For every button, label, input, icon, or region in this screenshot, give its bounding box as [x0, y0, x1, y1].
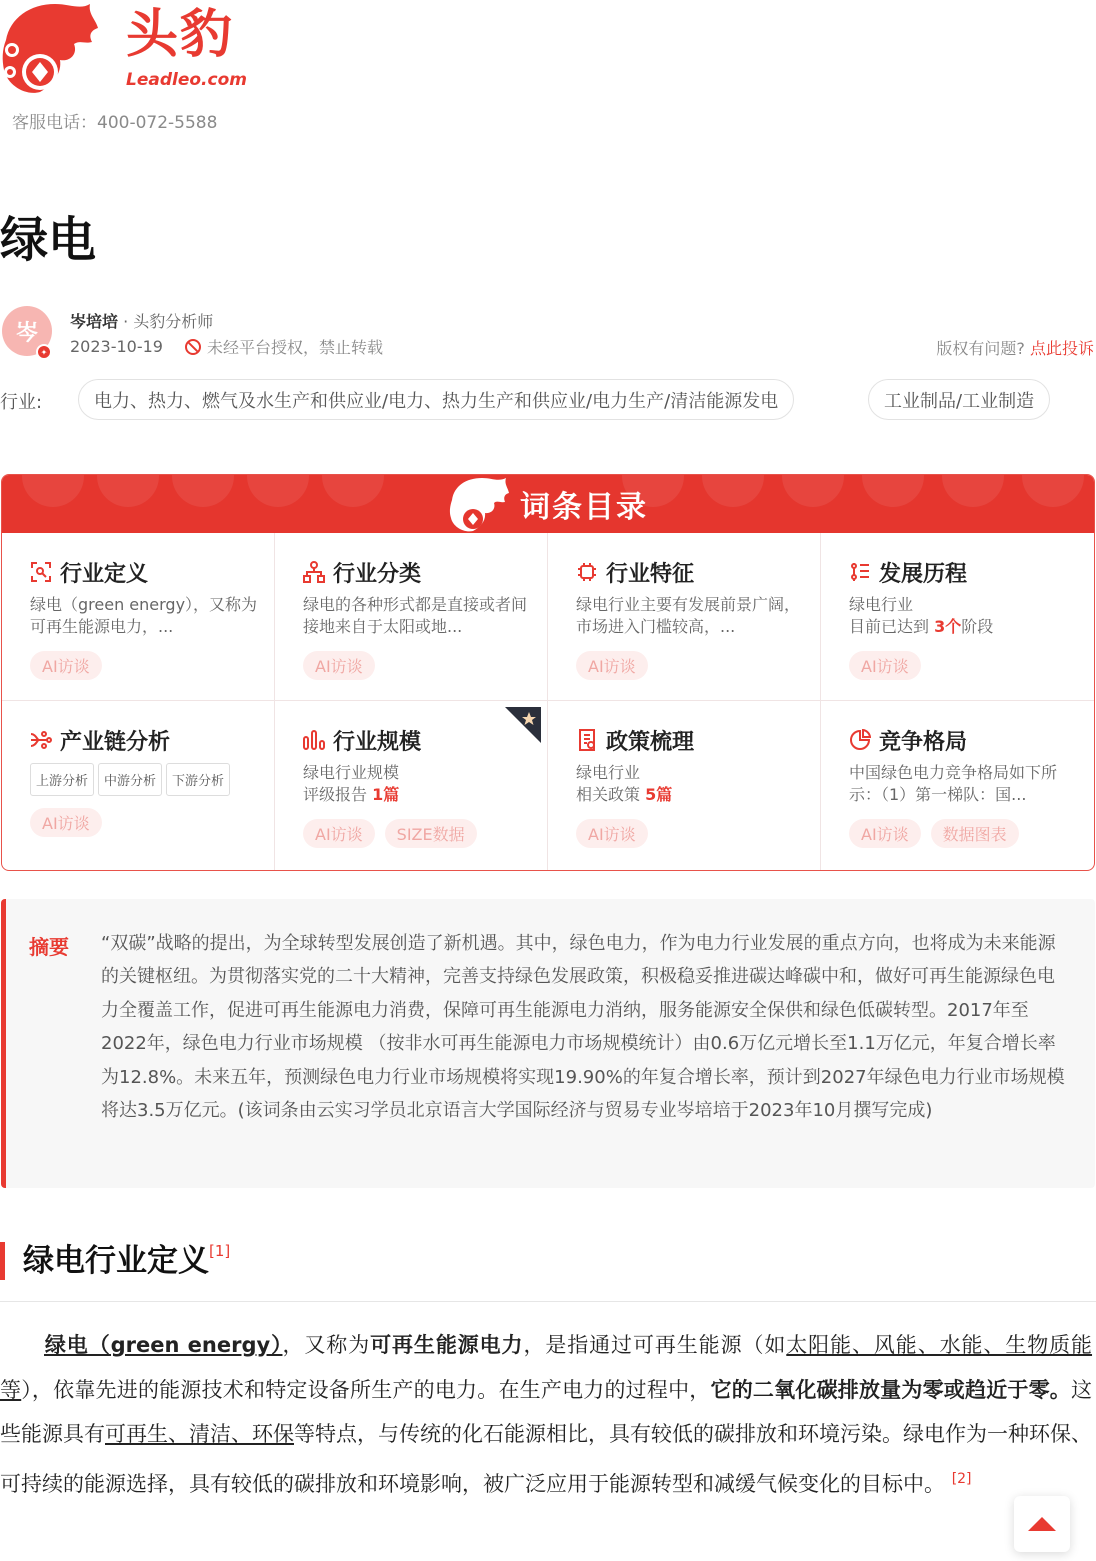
text-run: 可再生能源电力 [370, 1333, 524, 1357]
midstream-tag[interactable]: 中游分析 [98, 763, 162, 796]
leopard-logo-icon [448, 476, 510, 532]
ai-interview-button[interactable]: AI访谈 [303, 819, 375, 848]
desc-line: 评级报告 [303, 785, 373, 804]
catalog-item-classification[interactable] [275, 533, 548, 701]
hierarchy-icon [303, 561, 325, 583]
catalog-item-chain[interactable] [2, 701, 275, 871]
industry-tag[interactable]: 电力、热力、燃气及水生产和供应业/电力、热力生产和供应业/电力生产/清洁能源发电 [78, 379, 794, 420]
section-title-ref[interactable]: [1] [209, 1242, 231, 1260]
ai-interview-button[interactable]: AI访谈 [576, 651, 648, 680]
ai-interview-button[interactable]: AI访谈 [849, 819, 921, 848]
author-line [70, 309, 213, 332]
size-data-button[interactable]: SIZE数据 [385, 819, 477, 848]
brand-logo[interactable] [0, 0, 245, 100]
section-title [0, 1242, 230, 1280]
leopard-logo-icon [0, 0, 100, 96]
author-role: · 头豹分析师 [118, 312, 214, 331]
summary-label: 摘要 [29, 935, 69, 959]
desc-line: 绿电行业 [849, 595, 914, 614]
ai-interview-button[interactable]: AI访谈 [849, 651, 921, 680]
catalog-item-title: 竞争格局 [879, 729, 968, 755]
brand-name-en: Leadleo.com [126, 70, 247, 90]
publish-date: 2023-10-19 [70, 337, 163, 356]
catalog-item-desc [849, 594, 1084, 638]
desc-line: 绿电行业 [576, 763, 641, 782]
author-name[interactable]: 岑培培 [70, 312, 119, 331]
arrow-up-icon [1028, 1517, 1056, 1531]
industry-label: 行业: [0, 392, 43, 413]
catalog-title: 词条目录 [520, 490, 648, 525]
catalog-item-title: 发展历程 [879, 561, 968, 587]
catalog-item-desc [303, 762, 537, 806]
summary-text: “双碳”战略的提出，为全球转型发展创造了新机遇。其中，绿色电力，作为电力行业发展的重点方向，也将成为未来能源的关键枢纽。为贯彻落实党的二十大精神，完善支持绿色发展政策，积极稳妥推进碳达峰碳中和，做好可再生能源绿色电力全覆盖工作，促进可再生能源电力消费，保障可再生能源电力消纳，服务能源安全保供和绿色低碳转型。2017年至2022年，绿色电力行业市场规模 （按非水可再生能源电力市场规模统计）由0.6万亿元增长至1.1万亿元，年复合增长率为12.8%。未来五年，预测绿色电力行业市场规模将实现19.90%的年复合增长率，预计到2027年绿色电力行业市场规模将达3.5万亿元。(该词条由云实习学员北京语言大学国际经济与贸易专业岑培培于2023年10月撰写完成) [101, 933, 1065, 1122]
section-title-text: 绿电行业定义 [23, 1243, 209, 1279]
catalog-header [2, 475, 1094, 533]
term-renewables[interactable]: 太阳能、风能、水能、生物质能等 [0, 1333, 1093, 1402]
catalog-item-scale[interactable] [275, 701, 548, 871]
text-run: 等特点，与传统的化石能源相比，具有较低的碳排放和环境污染。绿电作为一种环保、可持续的能源选择，具有较低的碳排放和环境影响，被广泛应用于能源转型和减缓气候变化的目标中。 [0, 1422, 1092, 1496]
summary-box [1, 899, 1095, 1188]
no-repost-text: 未经平台授权，禁止转载 [206, 338, 383, 357]
catalog-item-desc: 绿电的各种形式都是直接或者间接地来自于太阳或地... [303, 595, 528, 636]
catalog-item-competition[interactable] [821, 701, 1094, 871]
hotline-text: 客服电话：400-072-5588 [12, 113, 218, 133]
term-properties[interactable]: 可再生、清洁、环保 [105, 1422, 294, 1446]
downstream-tag[interactable]: 下游分析 [166, 763, 230, 796]
catalog-item-desc: 绿电（green energy），又称为可再生能源电力，... [30, 595, 258, 636]
bar-chart-icon [303, 729, 325, 751]
page-title: 绿电 [0, 212, 97, 268]
meta-line [70, 335, 383, 358]
verified-badge-icon: ✦ [36, 344, 52, 360]
divider [0, 1301, 1096, 1302]
reference-link[interactable]: [2] [951, 1470, 972, 1487]
catalog-item-desc: 绿电行业主要有发展前景广阔，市场进入门槛较高，... [576, 595, 801, 636]
catalog-item-features[interactable] [548, 533, 821, 701]
star-badge-icon [505, 707, 541, 743]
term-green-energy[interactable]: 绿电（green energy） [44, 1333, 283, 1357]
copyright-question: 版权有问题? [936, 339, 1025, 358]
data-chart-button[interactable]: 数据图表 [931, 819, 1019, 848]
catalog-item-title: 政策梳理 [606, 729, 695, 755]
upstream-tag[interactable]: 上游分析 [30, 763, 94, 796]
desc-highlight: 3个 [934, 617, 962, 636]
ai-interview-button[interactable]: AI访谈 [30, 808, 102, 837]
catalog-item-definition[interactable] [2, 533, 275, 701]
definition-paragraph [0, 1323, 1092, 1506]
no-repost-notice [185, 335, 383, 358]
industry-tag[interactable]: 工业制品/工业制造 [868, 379, 1050, 420]
document-icon [576, 729, 598, 751]
text-run: ，是指通过可再生能源（如 [523, 1333, 787, 1357]
ai-interview-button[interactable]: AI访谈 [303, 651, 375, 680]
text-run: 这些能源具有 [0, 1377, 1093, 1446]
text-run: ，又称为 [282, 1333, 371, 1357]
timeline-icon [849, 561, 871, 583]
flow-icon [30, 729, 52, 751]
report-link[interactable]: 点此投诉 [1029, 339, 1094, 358]
avatar[interactable]: 岑 [2, 306, 52, 356]
catalog-item-desc: 中国绿色电力竞争格局如下所示：（1）第一梯队：国... [849, 763, 1058, 804]
desc-line: 相关政策 [576, 785, 646, 804]
desc-line: 目前已达到 [849, 617, 935, 636]
prohibited-icon [185, 339, 201, 355]
desc-suffix: 阶段 [961, 617, 994, 636]
ai-interview-button[interactable]: AI访谈 [576, 819, 648, 848]
desc-highlight: 1篇 [372, 785, 400, 804]
brand-name-cn: 头豹 [126, 5, 235, 65]
catalog-item-title: 产业链分析 [60, 729, 171, 755]
catalog-item-policy[interactable] [548, 701, 821, 871]
desc-line: 绿电行业规模 [303, 763, 400, 782]
ai-interview-button[interactable]: AI访谈 [30, 651, 102, 680]
catalog-item-title: 行业规模 [333, 729, 422, 755]
text-run: 它的二氧化碳排放量为零或趋近于零。 [710, 1377, 1072, 1402]
desc-highlight: 5篇 [645, 785, 673, 804]
catalog-item-title: 行业分类 [333, 561, 422, 587]
catalog-item-title: 行业特征 [606, 561, 695, 587]
pie-chart-icon [849, 729, 871, 751]
chip-icon [576, 561, 598, 583]
catalog-item-desc [576, 762, 810, 806]
scan-icon [30, 561, 52, 583]
copyright-notice [936, 336, 1094, 359]
back-to-top-button[interactable] [1014, 1496, 1070, 1552]
catalog-item-title: 行业定义 [60, 561, 149, 587]
catalog-item-history[interactable] [821, 533, 1094, 701]
catalog-panel [1, 474, 1095, 871]
text-run: ），依靠先进的能源技术和特定设备所生产的电力。在生产电力的过程中， [21, 1377, 711, 1402]
